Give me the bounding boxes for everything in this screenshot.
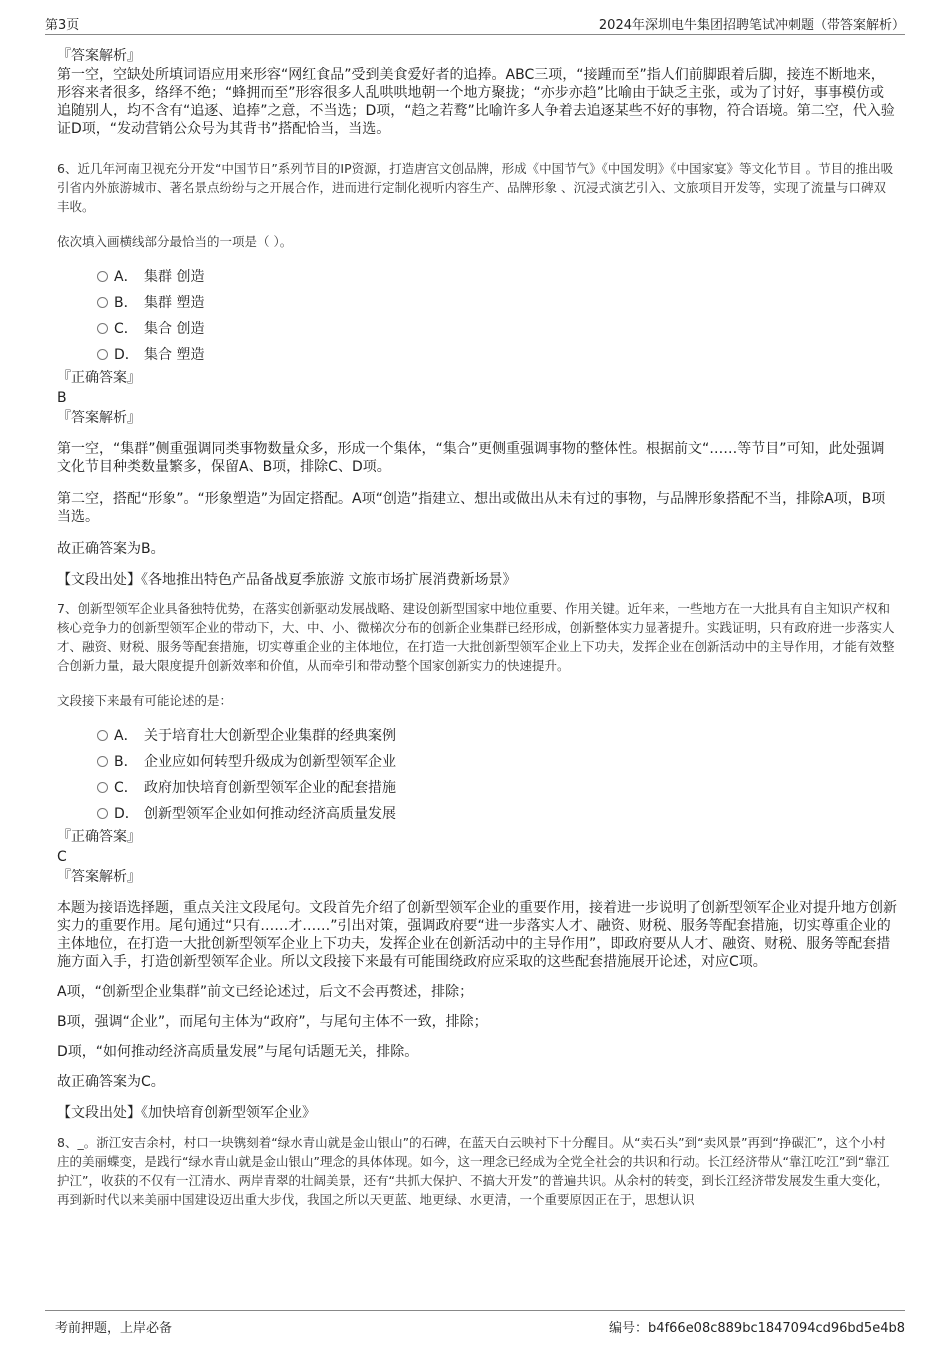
q7-correct-answer: C — [57, 849, 67, 865]
q7-analysis-3: B项，强调“企业”，而尾句主体为“政府”，与尾句主体不一致，排除； — [57, 1014, 488, 1030]
q7-option-c[interactable]: C． 政府加快培育创新型领军企业的配套措施 — [97, 775, 897, 801]
q7-option-d[interactable]: D． 创新型领军企业如何推动经济高质量发展 — [97, 801, 897, 827]
q7-options — [97, 723, 897, 827]
q6-options — [97, 264, 897, 368]
radio-icon[interactable] — [97, 808, 108, 819]
q7-option-b[interactable]: B． 企业应如何转型升级成为创新型领军企业 — [97, 749, 897, 775]
q5-analysis-label: 『答案解析』 — [57, 48, 141, 64]
q7-stem: 7、创新型领军企业具备独特优势，在落实创新驱动发展战略、建设创新型国家中地位重要、作用关键。近年来，一些地方在一大批具有自主知识产权和核心竞争力的创新型领军企业的带动下，大、中、小、微梯次分布的创新企业集群已经形成，创新整体实力显著提升。实践证明，只有政府进一步落实人才、融资、财税、服务等配套措施，切实尊重企业的主体地位，在打造一大批创新型领军企业上下功夫，发挥企业在创新活动中的主导作用，才能有效整合创新力量，最大限度提升创新效率和价值，从而牵引和带动整个国家创新实力的快速提升。 — [57, 601, 895, 673]
document-id: 编号：b4f66e08c889bc1847094cd96bd5e4b8 — [609, 1321, 905, 1336]
q7-option-a[interactable]: A． 关于培育壮大创新型企业集群的经典案例 — [97, 723, 897, 749]
q6-correct-label: 『正确答案』 — [57, 370, 141, 386]
q7-analysis-4: D项，“如何推动经济高质量发展”与尾句话题无关，排除。 — [57, 1044, 419, 1060]
radio-icon[interactable] — [97, 271, 108, 282]
q7-analysis-2: A项，“创新型企业集群”前文已经论述过，后文不会再赘述，排除； — [57, 984, 474, 1000]
radio-icon[interactable] — [97, 756, 108, 767]
q6-analysis-1: 第一空，“集群”侧重强调同类事物数量众多，形成一个集体，“集合”更侧重强调事物的整体性。根据前文“……等节目”可知，此处强调文化节目种类数量繁多，保留A、B项，排除C、D项。 — [57, 441, 885, 475]
q5-analysis: 第一空，空缺处所填词语应用来形容“网红食品”受到美食爱好者的追捧。ABC三项，“接踵而至”指人们前脚跟着后脚，接连不断地来，形容来者很多，络绎不绝；“蜂拥而至”形容很多人乱哄哄地朝一个地方聚拢；“亦步亦趋”比喻由于缺乏主张，或为了讨好，事事模仿或追随别人，均不含有“追逐、追捧”之意，不当选；D项，“趋之若鹜”比喻许多人争着去追逐某些不好的事物，符合语境。第二空，代入验证D项，“发动营销公众号为其背书”搭配恰当，当选。 — [57, 67, 895, 137]
q6-option-b[interactable]: B． 集群 塑造 — [97, 290, 897, 316]
q7-analysis-1: 本题为接语选择题，重点关注文段尾句。文段首先介绍了创新型领军企业的重要作用，接着进一步说明了创新型领军企业对提升地方创新实力的重要作用。尾句通过“只有……才……”引出对策，强调政府要“进一步落实人才、融资、财税、服务等配套措施，切实尊重企业的主体地位，在打造一大批创新型领军企业上下功夫，发挥企业在创新活动中的主导作用”，即政府要从人才、融资、财税、服务等配套措施方面入手，打造创新型领军企业。所以文段接下来最有可能围绕政府应采取的这些配套措施展开论述，对应C项。 — [57, 900, 897, 970]
q6-source: 【文段出处】《各地推出特色产品备战夏季旅游 文旅市场扩展消费新场景》 — [57, 572, 517, 588]
q6-correct-answer: B — [57, 390, 67, 406]
q6-analysis-2: 第二空，搭配“形象”。“形象塑造”为固定搭配。A项“创造”指建立、想出或做出从未有过的事物，与品牌形象搭配不当，排除A项，B项当选。 — [57, 491, 886, 525]
document-title: 2024年深圳电牛集团招聘笔试冲刺题（带答案解析） — [598, 18, 905, 33]
q6-prompt: 依次填入画横线部分最恰当的一项是（ ）。 — [57, 234, 293, 249]
radio-icon[interactable] — [97, 297, 108, 308]
q7-analysis-label: 『答案解析』 — [57, 869, 141, 885]
q6-analysis-3: 故正确答案为B。 — [57, 541, 165, 557]
radio-icon[interactable] — [97, 323, 108, 334]
q6-stem: 6、近几年河南卫视充分开发“中国节日”系列节目的IP资源，打造唐宫文创品牌，形成《中国节气》《中国发明》《中国家宴》等文化节目 。节目的推出吸引省内外旅游城市、著名景点纷纷与之开展合作，进而进行定制化视听内容生产、品牌形象 、沉浸式演艺引入、文旅项目开发等，实现了流量与口碑双丰收。 — [57, 161, 894, 214]
radio-icon[interactable] — [97, 782, 108, 793]
q7-source: 【文段出处】《加快培育创新型领军企业》 — [57, 1105, 316, 1121]
q8-stem: 8、_。浙江安吉余村，村口一块镌刻着“绿水青山就是金山银山”的石碑，在蓝天白云映衬下十分醒目。从“卖石头”到“卖风景”再到“挣碳汇”，这个小村庄的美丽蝶变，是践行“绿水青山就是金山银山”理念的具体体现。如今，这一理念已经成为全党全社会的共识和行动。长江经济带从“靠江吃江”到“靠江护江”，收获的不仅有一江清水、两岸青翠的壮阔美景，还有“共抓大保护、不搞大开发”的普遍共识。从余村的转变，到长江经济带发展发生重大变化，再到新时代以来美丽中国建设迈出重大步伐，我国之所以天更蓝、地更绿、水更清，一个重要原因正在于，思想认识 — [57, 1135, 890, 1207]
radio-icon[interactable] — [97, 349, 108, 360]
page-header — [45, 12, 905, 35]
page-footer — [45, 1310, 905, 1335]
q7-analysis-5: 故正确答案为C。 — [57, 1074, 165, 1090]
q6-option-c[interactable]: C． 集合 创造 — [97, 316, 897, 342]
q7-prompt: 文段接下来最有可能论述的是： — [57, 693, 233, 708]
q6-option-d[interactable]: D． 集合 塑造 — [97, 342, 897, 368]
footer-slogan: 考前押题，上岸必备 — [55, 1321, 173, 1336]
q7-correct-label: 『正确答案』 — [57, 829, 141, 845]
page-content — [57, 46, 897, 1209]
q6-option-a[interactable]: A． 集群 创造 — [97, 264, 897, 290]
radio-icon[interactable] — [97, 730, 108, 741]
page-number: 第3页 — [45, 18, 80, 33]
q6-analysis-label: 『答案解析』 — [57, 410, 141, 426]
